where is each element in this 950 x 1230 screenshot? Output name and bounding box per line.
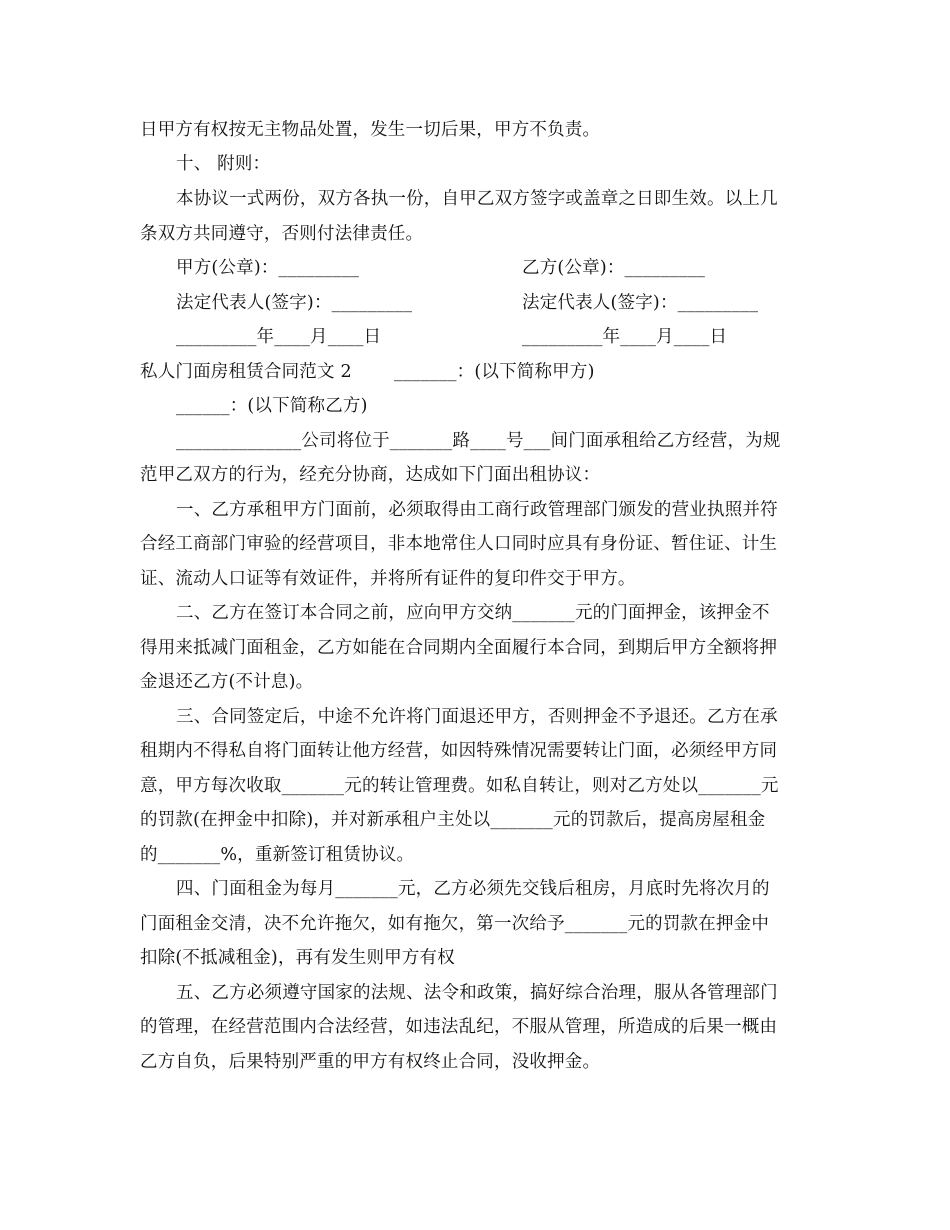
- text-line: 范甲乙双方的行为，经充分协商，达成如下门面出租协议：: [140, 465, 601, 485]
- clause-5: 五、乙方必须遵守国家的法规、法令和政策，搞好综合治理，服从各管理部门: [176, 983, 778, 1003]
- clause-4: 四、门面租金为每月_______元，乙方必须先交钱后租房，月底时先将次月的: [176, 879, 770, 899]
- text-line: 证、流动人口证等有效证件，并将所有证件的复印件交于甲方。: [140, 569, 636, 589]
- signature-date-b: _________年____月____日: [522, 327, 728, 347]
- clause-2: 二、乙方在签订本合同之前，应向甲方交纳_______元的门面押金，该押金不: [176, 603, 770, 623]
- party-b-line: ______：(以下简称乙方): [176, 396, 368, 416]
- signature-party-b: 乙方(公章)：_________: [522, 258, 706, 278]
- text-line: 合经工商部门审验的经营项目，非本地常住人口同时应具有身份证、暂住证、计生: [140, 534, 778, 554]
- party-a-line: _______：(以下简称甲方): [394, 362, 595, 382]
- text-line: 条双方共同遵守，否则付法律责任。: [140, 224, 424, 244]
- text-line: 的罚款(在押金中扣除)，并对新承租户主处以_______元的罚款后，提高房屋租金: [140, 810, 766, 830]
- signature-rep-b: 法定代表人(签字)：_________: [522, 293, 759, 313]
- text-line: 的管理，在经营范围内合法经营，如违法乱纪，不服从管理，所造成的后果一概由: [140, 1017, 778, 1037]
- section-heading-appendix: 十、 附则：: [176, 154, 271, 174]
- text-line: 意，甲方每次收取_______元的转让管理费。如私自转让，则对乙方处以_______元: [140, 776, 779, 796]
- signature-date-a: _________年____月____日: [176, 327, 382, 347]
- text-line: 门面租金交清，决不允许拖欠，如有拖欠，第一次给予_______元的罚款在押金中: [140, 914, 770, 934]
- text-line: 的_______%，重新签订租赁协议。: [140, 845, 415, 865]
- signature-rep-a: 法定代表人(签字)：_________: [176, 293, 413, 313]
- text-line: 扣除(不抵减租金)，再有发生则甲方有权: [140, 948, 455, 968]
- signature-party-a: 甲方(公章)：_________: [176, 258, 360, 278]
- text-line: 租期内不得私自将门面转让他方经营，如因特殊情况需要转让门面，必须经甲方同: [140, 741, 778, 761]
- text-line: ______________公司将位于_______路____号___间门面承租给乙方经营，为规: [176, 431, 781, 451]
- document-title: 私人门面房租赁合同范文 2: [140, 362, 352, 382]
- text-line: 得用来抵减门面租金，乙方如能在合同期内全面履行本合同，到期后甲方全额将押: [140, 638, 778, 658]
- clause-1: 一、乙方承租甲方门面前，必须取得由工商行政管理部门颁发的营业执照并符: [176, 500, 778, 520]
- clause-3: 三、合同签定后，中途不允许将门面退还甲方，否则押金不予退还。乙方在承: [176, 707, 778, 727]
- text-line: 本协议一式两份，双方各执一份，自甲乙双方签字或盖章之日即生效。以上几: [176, 189, 778, 209]
- text-line: 乙方自负，后果特别严重的甲方有权终止合同，没收押金。: [140, 1052, 601, 1072]
- text-line: 金退还乙方(不计息)。: [140, 672, 314, 692]
- text-line: 日甲方有权按无主物品处置，发生一切后果，甲方不负责。: [140, 120, 601, 140]
